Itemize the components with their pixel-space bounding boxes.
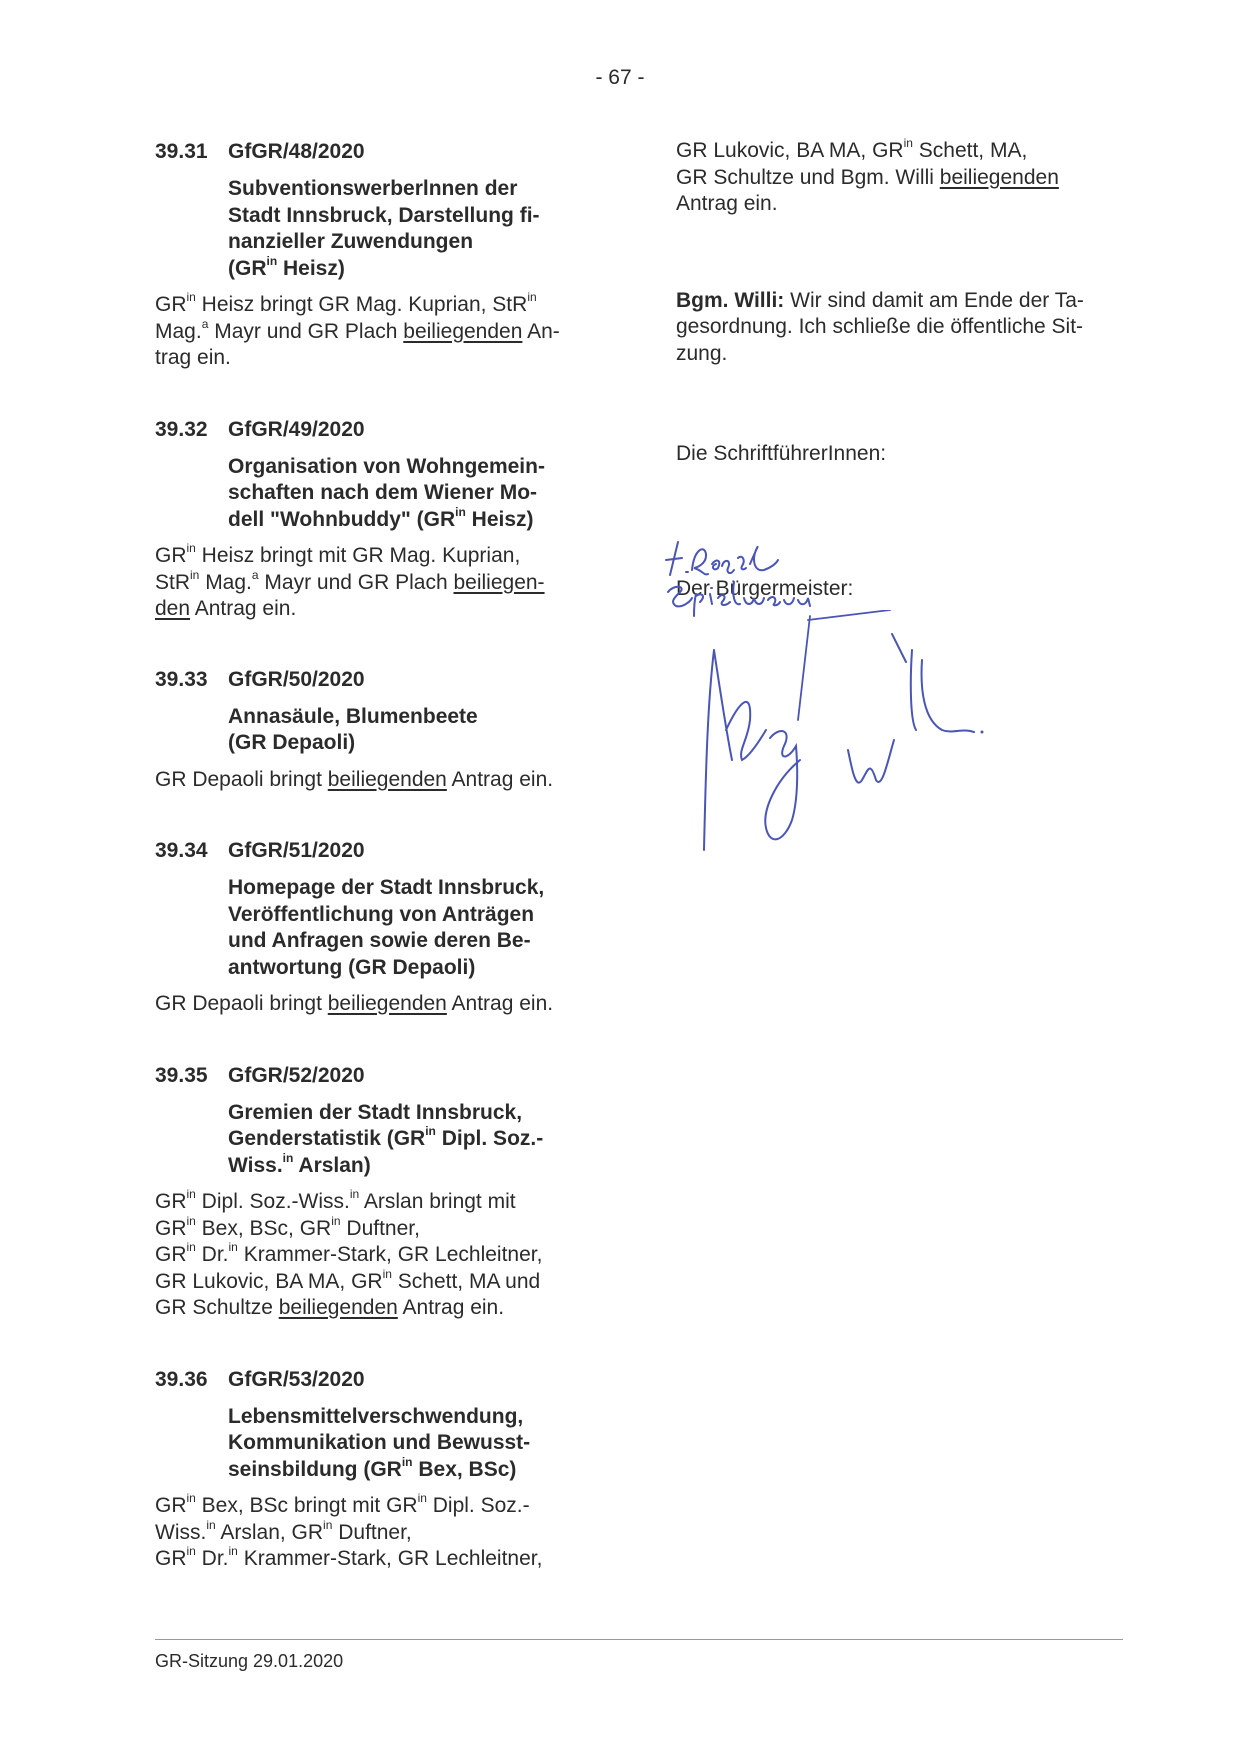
item-title — [228, 176, 605, 282]
page-number: - 67 - — [595, 66, 645, 89]
body-line: GR Schultze beiliegenden Antrag ein. — [155, 1296, 505, 1319]
title-line: dell "Wohnbuddy" ($GR^{in}$ Heisz) — [228, 504, 534, 531]
body-line: $GR^{in}$ Dr.$^{in}$ Krammer-Stark, GR Lechleitner, — [155, 1544, 543, 1570]
body-line: StR$^{in}$ Mag.$^a$ Mayr und GR Plach beiliegen- — [155, 567, 545, 594]
item-header — [155, 837, 605, 864]
body-line: $GR^{in}$ Bex, BSc, $GR^{in}$ Duftner, — [155, 1213, 420, 1240]
title-line: Homepage der Stadt Innsbruck, — [228, 876, 545, 899]
item-code: GfGR/50/2020 — [228, 667, 365, 691]
title-line: Organisation von Wohngemein- — [228, 454, 545, 478]
item-title — [228, 875, 605, 981]
body-line: trag ein. — [155, 346, 231, 369]
secretaries-label: Die SchriftführerInnen: — [676, 442, 887, 465]
body-line: GR Lukovic, BA MA, $GR^{in}$ Schett, MA, — [676, 136, 1028, 162]
secretary-signature-1 — [660, 520, 900, 620]
left-column — [155, 138, 605, 1573]
title-line: Annasäule, Blumenbeete — [228, 704, 478, 728]
attachment-link[interactable]: beiliegenden — [278, 1296, 398, 1319]
body-line: $GR^{in}$ Heisz bringt GR Mag. Kuprian, StR$^{in}$ — [155, 290, 537, 316]
footer-session-date: GR-Sitzung 29.01.2020 — [155, 1651, 344, 1671]
title-line: seinsbildung ($GR^{in}$ Bex, BSc) — [228, 1454, 517, 1481]
body-line: $GR^{in}$ Bex, BSc bringt mit $GR^{in}$ Dipl. Soz.- — [155, 1491, 530, 1517]
title-line: Genderstatistik ($GR^{in}$ Dipl. Soz.- — [228, 1124, 544, 1150]
attachment-link[interactable]: beiliegenden — [327, 992, 447, 1015]
title-line: (GR Depaoli) — [228, 731, 356, 754]
item-header — [155, 1366, 605, 1393]
title-line: Wiss.$^{in}$ Arslan) — [228, 1150, 371, 1177]
item-header — [155, 666, 605, 693]
attachment-link[interactable]: beiliegenden — [939, 165, 1059, 189]
item-number: 39.33 — [155, 667, 208, 691]
title-line: Subventionswerberlnnen der — [228, 177, 518, 200]
item-title — [228, 704, 605, 757]
item-header — [155, 1062, 605, 1089]
item-title — [228, 1100, 605, 1180]
item-code: GfGR/52/2020 — [228, 1063, 365, 1087]
body-line: zung. — [676, 341, 728, 365]
attachment-link[interactable]: beiliegen- — [453, 570, 545, 594]
body-line: den Antrag ein. — [155, 597, 297, 620]
item-code: GfGR/48/2020 — [228, 140, 365, 163]
body-line: gesordnung. Ich schließe die öffentliche Sit- — [676, 315, 1084, 338]
title-line: Veröffentlichung von Anträgen — [228, 902, 535, 926]
item-number: 39.34 — [155, 839, 208, 862]
agenda-item-39-32 — [155, 416, 605, 623]
item-code: GfGR/51/2020 — [228, 839, 365, 862]
title-line: und Anfragen sowie deren Be- — [228, 929, 531, 952]
item-code: GfGR/53/2020 — [228, 1367, 365, 1391]
mayor-signature — [680, 610, 1020, 860]
attachment-link[interactable]: den — [155, 597, 191, 620]
item-body — [155, 991, 605, 1018]
title-line: Lebensmittelverschwendung, — [228, 1404, 524, 1428]
title-line: Stadt Innsbruck, Darstellung fi- — [228, 203, 540, 227]
mayor-label: Der Bürgermeister: — [676, 576, 854, 600]
title-line: Gremien der Stadt Innsbruck, — [228, 1100, 523, 1124]
item-number: 39.32 — [155, 417, 208, 441]
item-title — [228, 1404, 605, 1484]
attachment-link[interactable]: beiliegenden — [327, 767, 447, 791]
title-line: nanzieller Zuwendungen — [228, 230, 474, 253]
item-body — [155, 1189, 605, 1322]
item-body — [155, 292, 605, 372]
item-body — [155, 543, 605, 623]
title-line: schaften nach dem Wiener Mo- — [228, 481, 538, 504]
title-line: Kommunikation und Bewusst- — [228, 1431, 531, 1454]
agenda-item-39-35 — [155, 1062, 605, 1322]
continuation-paragraph — [676, 138, 1136, 218]
agenda-item-39-36 — [155, 1366, 605, 1573]
title-line: ($GR^{in}$ Heisz) — [228, 253, 345, 280]
item-header — [155, 416, 605, 443]
body-line: Antrag ein. — [676, 192, 778, 215]
agenda-item-39-34 — [155, 837, 605, 1018]
body-line: $GR^{in}$ Dipl. Soz.-Wiss.$^{in}$ Arslan bringt mit — [155, 1187, 516, 1213]
agenda-item-39-33 — [155, 666, 605, 794]
body-line: $GR^{in}$ Heisz bringt mit GR Mag. Kuprian, — [155, 541, 521, 567]
body-line: Wiss.$^{in}$ Arslan, $GR^{in}$ Duftner, — [155, 1517, 412, 1544]
item-number: 39.35 — [155, 1063, 208, 1087]
footer-divider — [155, 1639, 1123, 1640]
body-line: Mag.$^a$ Mayr und GR Plach beiliegenden An- — [155, 316, 560, 343]
body-line: GR Depaoli bringt beiliegenden Antrag ein. — [155, 767, 554, 791]
item-body — [155, 1493, 605, 1573]
body-line: $GR^{in}$ Dr.$^{in}$ Krammer-Stark, GR Lechleitner, — [155, 1240, 543, 1266]
body-line: GR Schultze und Bgm. Willi beiliegenden — [676, 165, 1059, 189]
body-line: GR Lukovic, BA MA, $GR^{in}$ Schett, MA und — [155, 1266, 541, 1293]
attachment-link[interactable]: beiliegenden — [403, 319, 523, 343]
item-body — [155, 767, 605, 794]
body-line: Bgm. Willi: Wir sind damit am Ende der Ta- — [676, 288, 1084, 312]
body-line: GR Depaoli bringt beiliegenden Antrag ein. — [155, 992, 554, 1015]
item-code: GfGR/49/2020 — [228, 417, 365, 441]
title-line: antwortung (GR Depaoli) — [228, 955, 476, 979]
item-number: 39.36 — [155, 1367, 208, 1391]
item-header — [155, 138, 605, 165]
item-title — [228, 454, 605, 534]
item-number: 39.31 — [155, 140, 208, 163]
speaker-name: Bgm. Willi: — [676, 288, 785, 312]
agenda-item-39-31 — [155, 138, 605, 372]
closing-statement — [676, 288, 1136, 368]
